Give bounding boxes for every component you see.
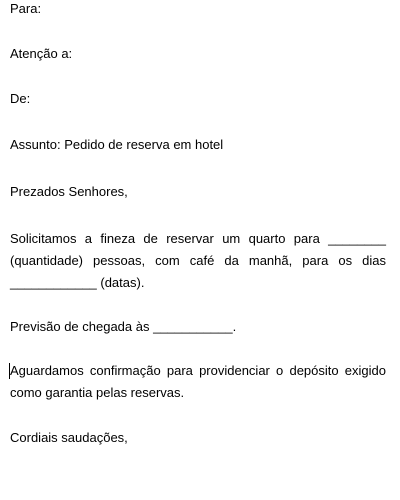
arrival-line: Previsão de chegada às ___________. (10, 319, 237, 334)
request-paragraph: Solicitamos a fineza de reservar um quarto para ________ (quantidade) pessoas, com café da manhã, para os dias ____________ (datas). (10, 231, 386, 290)
from-label: De: (10, 91, 31, 106)
closing-line: Cordiais saudações, (10, 430, 128, 445)
confirmation-text: Aguardamos confirmação para providenciar o depósito exigido como garantia pelas reservas. (10, 363, 386, 400)
attention-label: Atenção a: (10, 46, 73, 61)
greeting-line: Prezados Senhores, (10, 184, 128, 199)
to-label: Para: (10, 1, 42, 16)
subject-line: Assunto: Pedido de reserva em hotel (10, 137, 224, 152)
letter-document (10, 0, 386, 449)
text-cursor (9, 363, 10, 379)
confirmation-paragraph[interactable] (10, 360, 386, 404)
